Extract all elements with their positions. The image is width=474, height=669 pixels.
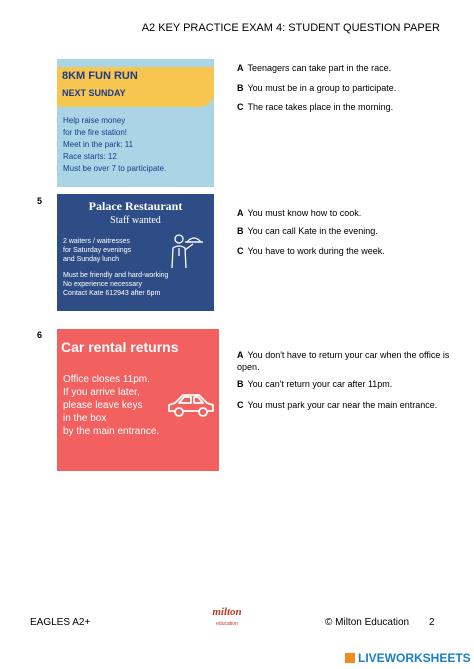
liveworksheets-watermark: [345, 650, 471, 666]
car-rental-notice: [57, 329, 219, 471]
q6-option-a[interactable]: A You don't have to return your car when the office is open.: [237, 350, 450, 372]
q5-option-b[interactable]: B You can call Kate in the evening.: [237, 226, 378, 236]
car-rental-line: Office closes 11pm.: [63, 374, 150, 385]
car-icon: [167, 389, 215, 421]
fun-run-notice: [57, 59, 214, 187]
fun-run-line: Help raise money: [63, 116, 126, 125]
page-header: A2 KEY PRACTICE EXAM 4: STUDENT QUESTION PAPER: [141, 22, 440, 34]
restaurant-notice: [57, 194, 214, 311]
q6-option-c[interactable]: C You must park your car near the main entrance.: [237, 400, 438, 410]
q6-option-b[interactable]: B You can't return your car after 11pm.: [237, 379, 393, 389]
footer-copyright: © Milton Education: [325, 617, 410, 628]
restaurant-line: and Sunday lunch: [63, 256, 120, 263]
page-number: 2: [429, 617, 435, 628]
fun-run-subtitle: NEXT SUNDAY: [62, 88, 126, 98]
watermark-text: LIVEWORKSHEETS: [358, 651, 471, 665]
car-rental-body: [63, 373, 159, 438]
footer-left: EAGLES A2+: [30, 617, 91, 628]
car-rental-line: If you arrive later,: [63, 387, 140, 398]
fun-run-line: for the fire station!: [63, 128, 128, 137]
fun-run-line: Race starts: 12: [63, 152, 117, 161]
q5-option-c[interactable]: C You have to work during the week.: [237, 246, 385, 256]
q5-option-a[interactable]: A You must know how to cook.: [237, 208, 362, 218]
restaurant-line: Must be friendly and hard-working: [63, 272, 169, 279]
fun-run-line: Meet in the park: 11: [63, 140, 134, 149]
car-rental-line: please leave keys: [63, 400, 143, 411]
restaurant-line: 2 waiters / waitresses: [63, 238, 130, 245]
milton-logo: [205, 606, 249, 632]
restaurant-line: for Saturday evenings: [63, 247, 132, 254]
restaurant-line: Contact Kate 612943 after 6pm: [63, 290, 161, 297]
car-rental-line: by the main entrance.: [63, 426, 160, 437]
restaurant-body-2: [63, 271, 168, 298]
car-rental-line: in the box: [63, 413, 107, 424]
fun-run-title: 8KM FUN RUN: [62, 70, 138, 82]
restaurant-line: No experience necessary: [63, 281, 142, 288]
question-number-6: 6: [37, 330, 43, 340]
q4-option-a[interactable]: A Teenagers can take part in the race.: [237, 63, 392, 73]
car-rental-title: Car rental returns: [61, 339, 179, 355]
fun-run-body: [63, 115, 166, 175]
waiter-icon: [163, 230, 205, 270]
liveworksheets-logo-icon: [345, 653, 355, 663]
logo-word: milton: [212, 606, 242, 618]
q4-option-c[interactable]: C The race takes place in the morning.: [237, 102, 394, 112]
fun-run-line: Must be over 7 to participate.: [63, 164, 167, 173]
restaurant-subtitle: Staff wanted: [110, 215, 161, 226]
question-number-5: 5: [37, 196, 43, 206]
logo-sub: education: [216, 621, 238, 627]
q4-option-b[interactable]: B You must be in a group to participate.: [237, 83, 397, 93]
restaurant-body-1: [63, 237, 131, 264]
restaurant-title: Palace Restaurant: [88, 199, 183, 213]
